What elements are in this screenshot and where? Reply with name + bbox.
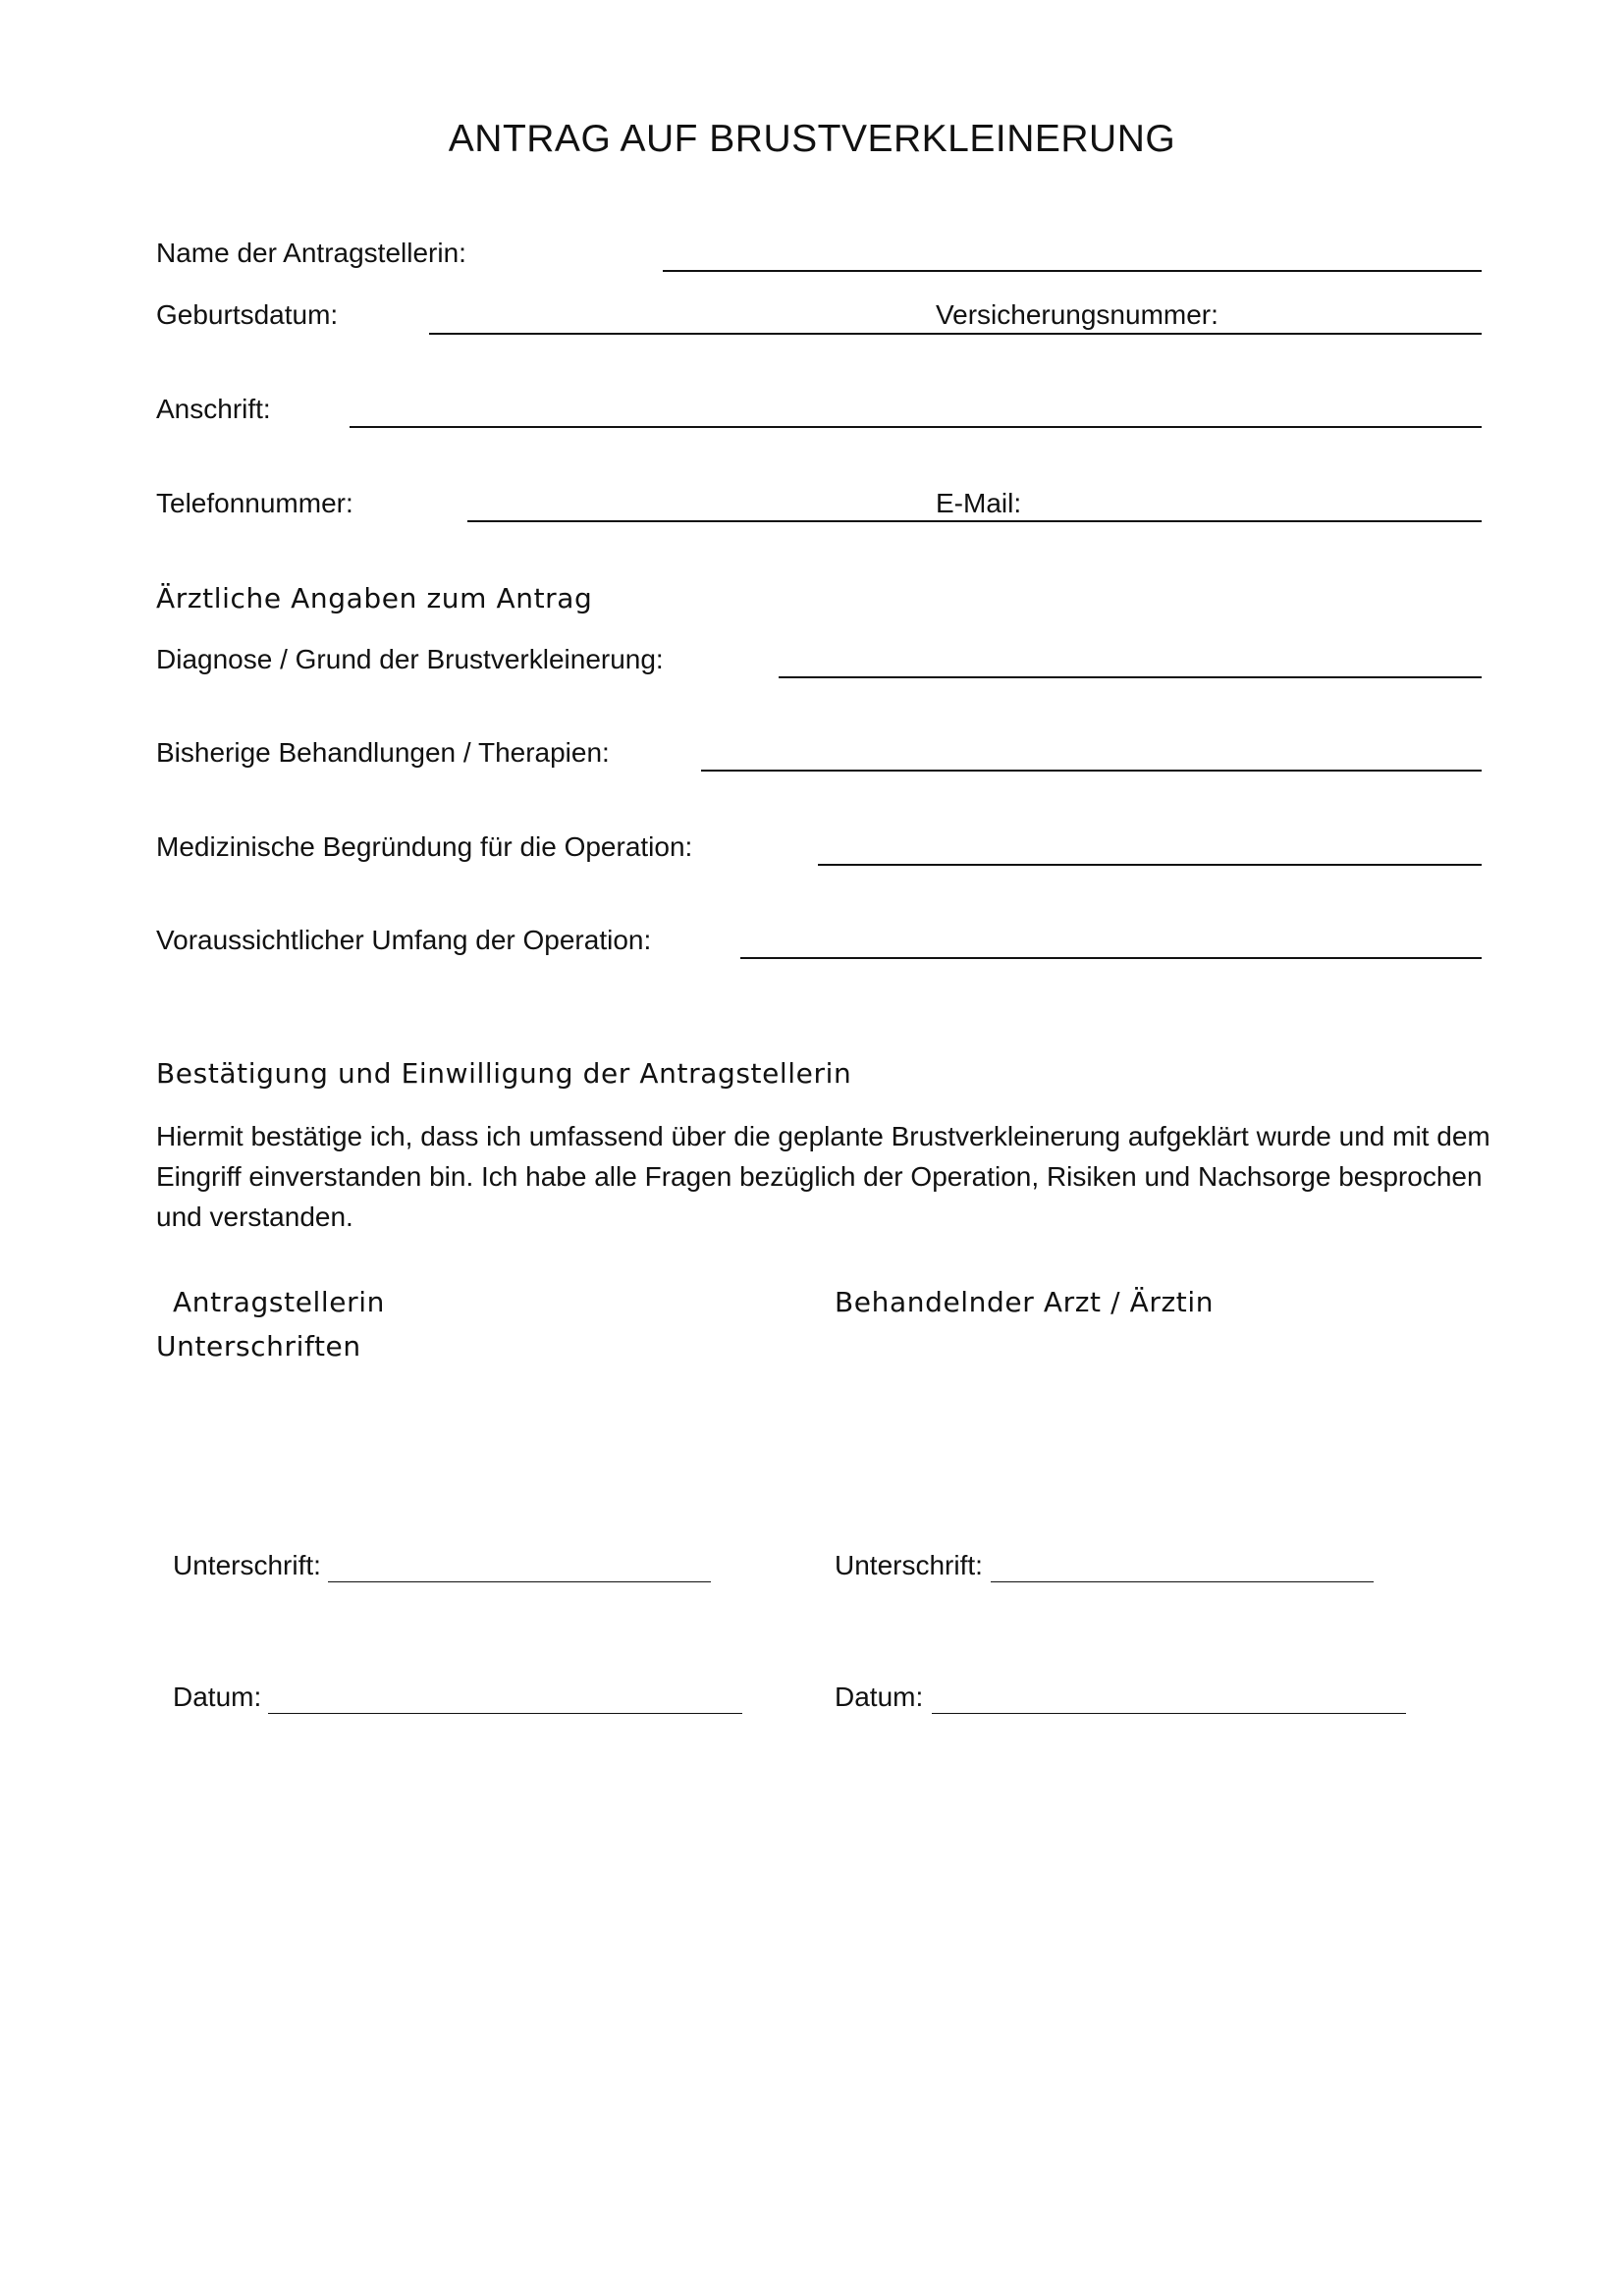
address-field[interactable] [350,426,1482,428]
treatments-label: Bisherige Behandlungen / Therapien: [156,737,610,768]
diagnosis-field[interactable] [779,676,1482,678]
email-label: E-Mail: [936,488,1022,518]
phone-field[interactable] [467,520,1482,522]
applicant-signature-label: Unterschrift: [173,1550,321,1580]
birthdate-label: Geburtsdatum: [156,299,339,330]
diagnosis-label: Diagnose / Grund der Brustverkleinerung: [156,644,664,674]
doctor-signature-row [835,1550,983,1581]
name-label: Name der Antragstellerin: [156,238,466,268]
applicant-date-field[interactable] [268,1713,742,1714]
document-title: ANTRAG AUF BRUSTVERKLEINERUNG [448,118,1176,160]
consent-text: Hiermit bestätige ich, dass ich umfassend über die geplante Brustverkleinerung aufgeklärt wurde und mit dem Eingriff einverstanden bin. Ich habe alle Fragen bezüglich der Operation, Risiken und Nachsorge besprochen und verstanden. [156,1121,1490,1232]
applicant-signature-field[interactable] [328,1581,711,1582]
doctor-label: Behandelnder Arzt / Ärztin [835,1286,1215,1318]
treatments-field[interactable] [701,770,1482,772]
justification-label: Medizinische Begründung für die Operation: [156,831,693,862]
justification-field[interactable] [818,864,1482,866]
applicant-label: Antragstellerin [173,1286,385,1318]
address-label: Anschrift: [156,394,271,424]
applicant-signature-row [173,1550,321,1581]
consent-heading: Bestätigung und Einwilligung der Antragstellerin [156,1057,852,1090]
scope-field[interactable] [740,957,1482,959]
phone-label: Telefonnummer: [156,488,353,518]
doctor-date-field[interactable] [932,1713,1406,1714]
medical-heading: Ärztliche Angaben zum Antrag [156,582,593,614]
applicant-date-row [173,1682,261,1713]
doctor-signature-field[interactable] [991,1581,1374,1582]
signatures-section-label: Unterschriften [156,1330,361,1362]
birthdate-field[interactable] [429,333,1482,335]
name-field[interactable] [663,270,1482,272]
doctor-date-row [835,1682,923,1713]
doctor-date-label: Datum: [835,1682,924,1712]
doctor-signature-label: Unterschrift: [835,1550,983,1580]
insurance-label: Versicherungsnummer: [936,299,1218,330]
applicant-date-label: Datum: [173,1682,262,1712]
scope-label: Voraussichtlicher Umfang der Operation: [156,925,652,955]
